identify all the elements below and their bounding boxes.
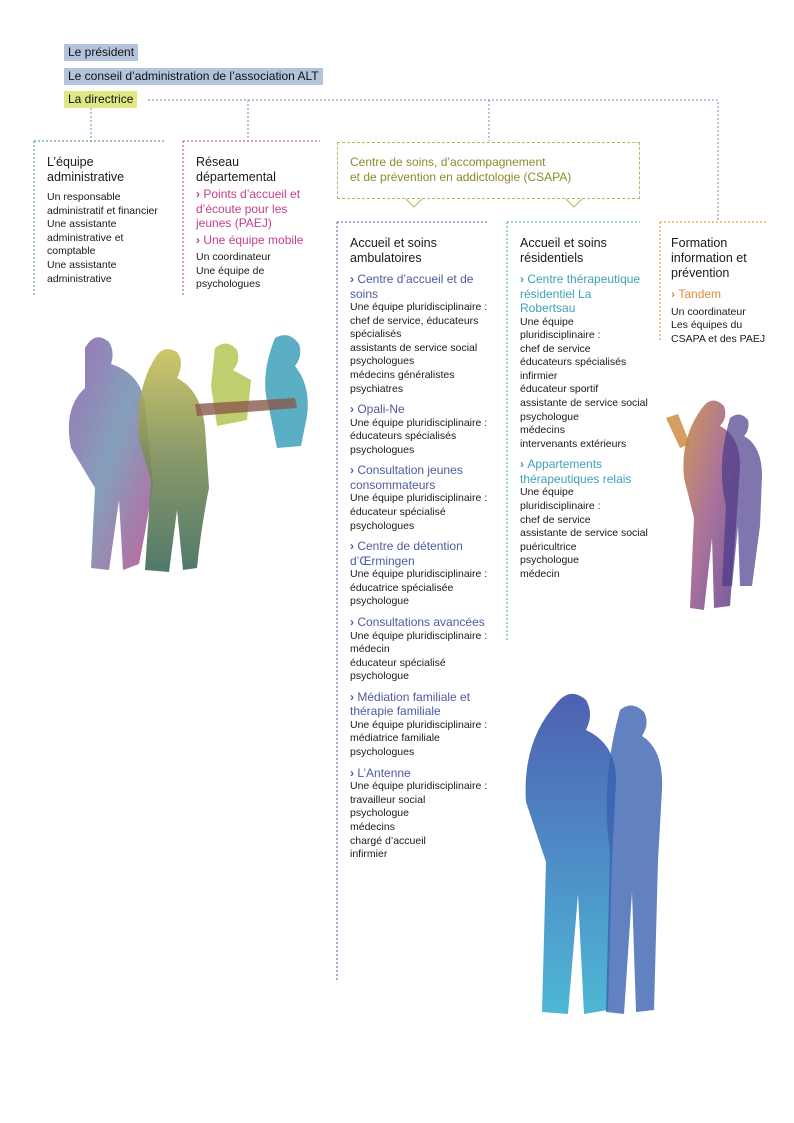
staff-line: médecins: [350, 820, 395, 833]
staff-line: chef de service: [520, 513, 591, 526]
staff-line: assistants de service social: [350, 341, 478, 354]
csapa-line-2: et de prévention en addictologie (CSAPA): [350, 170, 572, 184]
staff-line: assistante de service social: [520, 527, 648, 540]
chevron-right-icon: ›: [350, 689, 358, 704]
section-name: Opali-Ne: [357, 402, 405, 417]
staff-line: éducateur spécialisé: [350, 506, 446, 519]
section-heading: [520, 457, 648, 486]
section-name: Centre d’accueil et de soins: [350, 272, 474, 301]
section-name: Médiation familiale et thérapie familiale: [350, 689, 471, 719]
chevron-right-icon: ›: [520, 272, 528, 286]
staff-line: Une équipe pluridisciplinaire :: [520, 486, 601, 513]
training-staff-item: Les équipes du CSAPA et des PAEJ: [671, 319, 766, 345]
staff-line: puéricultrice: [520, 540, 577, 553]
chevron-right-icon: ›: [350, 615, 358, 629]
staff-line: Une équipe pluridisciplinaire :: [520, 315, 601, 342]
staff-line: Une équipe pluridisciplinaire :: [350, 416, 488, 429]
section-heading: [350, 402, 492, 417]
chevron-right-icon: ›: [671, 287, 679, 301]
staff-line: psychologue: [350, 807, 409, 820]
two-people-illustration: [662, 398, 772, 620]
staff-line: psychologue: [520, 554, 579, 567]
staff-line: Une équipe pluridisciplinaire :: [350, 780, 488, 793]
section-heading: [350, 766, 492, 781]
admin-staff-item: Un responsable administratif et financier: [47, 191, 158, 217]
ambulatory-title: Accueil et soins ambulatoires: [350, 236, 437, 265]
csapa-box: [337, 142, 640, 199]
staff-line: Une équipe pluridisciplinaire :: [350, 718, 488, 731]
chevron-right-icon: ›: [196, 187, 204, 201]
staff-line: psychiatres: [350, 382, 404, 395]
section-name: Appartements thérapeutiques relais: [520, 457, 632, 486]
director-label: La directrice: [64, 91, 137, 108]
section-heading: [350, 690, 492, 719]
residential-column: [520, 236, 648, 582]
staff-line: psychologues: [350, 355, 415, 368]
section-heading: [350, 272, 492, 301]
section-name: Centre de détention d’Œrmingen: [350, 539, 463, 568]
staff-line: Une équipe pluridisciplinaire :: [350, 568, 488, 581]
staff-line: Une équipe pluridisciplinaire :: [350, 492, 488, 505]
chevron-right-icon: ›: [196, 232, 204, 247]
chevron-right-icon: ›: [350, 765, 358, 780]
admin-team-column: [47, 155, 165, 286]
section-heading: [350, 539, 492, 568]
network-staff-item: Une équipe de psychologues: [196, 264, 265, 291]
staff-line: chargé d’accueil: [350, 834, 426, 847]
staff-line: psychologue: [350, 595, 409, 608]
chevron-right-icon: ›: [350, 402, 358, 417]
chevron-right-icon: ›: [520, 457, 528, 472]
section-name: Consultations avancées: [357, 615, 485, 629]
network-column: [196, 155, 318, 292]
staff-line: médecins: [520, 424, 565, 437]
staff-line: chef de service, éducateurs spécialisés: [350, 314, 479, 341]
chevron-right-icon: ›: [350, 463, 358, 478]
csapa-line-1: Centre de soins, d’accompagnement: [350, 155, 546, 169]
tandem-label: Tandem: [678, 287, 722, 301]
two-men-illustration: [512, 690, 672, 1030]
section-name: L’Antenne: [357, 765, 411, 780]
staff-line: assistante de service social: [520, 397, 648, 410]
staff-line: chef de service: [520, 342, 591, 355]
president-label: Le président: [64, 44, 138, 61]
staff-line: éducatrice spécialisée: [350, 581, 454, 594]
residential-title: Accueil et soins résidentiels: [520, 236, 607, 265]
training-title: Formation information et prévention: [671, 236, 747, 280]
staff-line: éducateurs spécialisés: [520, 356, 627, 369]
admin-staff-item: Une assistante administrative: [47, 258, 117, 285]
section-name: Consultation jeunes consommateurs: [350, 463, 463, 492]
staff-line: intervenants extérieurs: [520, 437, 627, 450]
section-name: Centre thérapeutique résidentiel La Robertsau: [520, 272, 641, 315]
chevron-right-icon: ›: [350, 272, 358, 286]
section-heading: [350, 615, 492, 630]
network-staff-item: Un coordinateur: [196, 251, 271, 263]
admin-team-title: L’équipe administrative: [47, 155, 125, 184]
staff-line: psychologues: [350, 746, 415, 759]
chevron-right-icon: ›: [350, 539, 358, 554]
section-heading: [520, 272, 648, 316]
training-staff-item: Un coordinateur: [671, 305, 746, 318]
mobile-team-label: Une équipe mobile: [203, 232, 304, 247]
staff-line: psychologues: [350, 519, 415, 532]
section-heading: [350, 463, 492, 492]
staff-line: éducateur spécialisé: [350, 656, 446, 669]
training-column: [671, 236, 771, 346]
staff-line: médecins généralistes: [350, 368, 455, 381]
paej-label: Points d’accueil et d’écoute pour les jeunes (PAEJ): [196, 187, 301, 230]
admin-staff-item: Une assistante administrative et comptable: [47, 218, 124, 258]
staff-line: Une équipe pluridisciplinaire :: [350, 629, 488, 642]
board-label: Le conseil d’administration de l’association ALT: [64, 68, 323, 85]
staff-line: Une équipe pluridisciplinaire :: [350, 301, 488, 313]
staff-line: médecin: [350, 643, 390, 656]
staff-line: infirmier: [350, 848, 388, 861]
staff-line: infirmier: [520, 369, 558, 382]
staff-line: éducateurs spécialisés: [350, 430, 457, 443]
staff-line: psychologue: [520, 410, 579, 423]
staff-line: éducateur sportif: [520, 383, 599, 396]
ambulatory-column: [350, 236, 492, 862]
staff-line: médiatrice familiale: [350, 732, 440, 745]
network-title: Réseau départemental: [196, 155, 276, 184]
staff-line: travailleur social: [350, 793, 426, 806]
staff-line: psychologue: [350, 670, 409, 683]
staff-line: médecin: [520, 568, 560, 580]
staff-line: psychologues: [350, 443, 415, 456]
people-group-illustration: [55, 328, 325, 578]
